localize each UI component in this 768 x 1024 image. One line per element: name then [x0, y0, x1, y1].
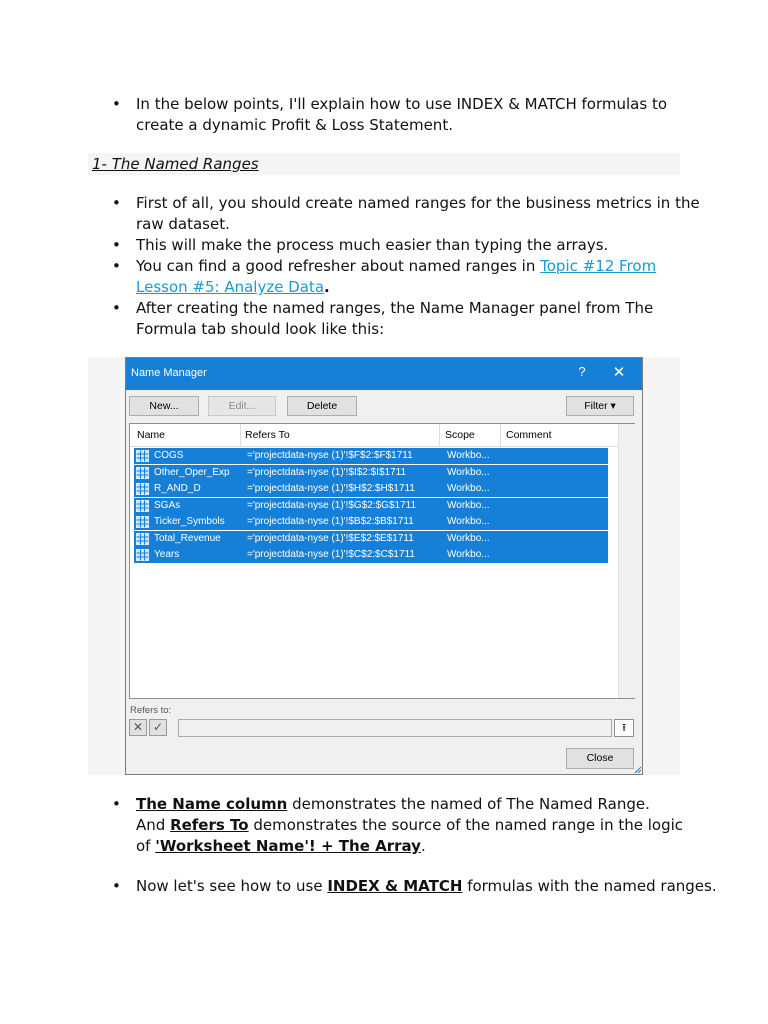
bullet-dot: •	[112, 795, 121, 813]
row-refers-to: ='projectdata-nyse (1)'!$I$2:$I$1711	[247, 466, 407, 478]
table-row[interactable]	[134, 547, 608, 563]
close-button[interactable]: Close	[566, 748, 634, 769]
row-scope: Workbo...	[447, 450, 490, 461]
col-divider	[240, 424, 241, 446]
point-3-text: You can find a good refresher about named ranges in	[136, 257, 541, 275]
list-header	[130, 424, 618, 447]
point-3-line-2	[136, 277, 330, 298]
period: .	[324, 278, 330, 296]
bullet-dot: •	[112, 194, 121, 212]
after-1-line-2	[136, 815, 683, 836]
row-scope: Workbo...	[447, 549, 490, 560]
named-range-icon	[136, 549, 149, 561]
delete-button[interactable]: Delete	[287, 396, 357, 416]
point-1-line-2: raw dataset.	[136, 215, 230, 233]
row-scope: Workbo...	[447, 499, 490, 511]
named-range-icon	[136, 500, 149, 512]
after-2-text: formulas with the named ranges.	[462, 877, 717, 895]
refers-to-label: Refers to:	[130, 705, 172, 716]
row-name: Years	[154, 549, 180, 560]
after-1-l3-prefix: of	[136, 837, 156, 855]
col-comment[interactable]: Comment	[506, 429, 552, 441]
row-scope: Workbo...	[447, 532, 490, 544]
row-refers-to: ='projectdata-nyse (1)'!$B$2:$B$1711	[247, 516, 414, 527]
after-1-line-3	[136, 836, 426, 857]
new-button[interactable]: New...	[129, 396, 199, 416]
dialog-title: Name Manager	[131, 367, 207, 379]
index-match-term: INDEX & MATCH	[327, 877, 463, 895]
after-1-l2-prefix: And	[136, 816, 171, 834]
row-name: Other_Oper_Exp	[154, 466, 230, 478]
row-refers-to: ='projectdata-nyse (1)'!$E$2:$E$1711	[247, 532, 414, 544]
row-name: COGS	[154, 450, 184, 461]
refers-to-term: Refers To	[170, 816, 249, 834]
name-manager-dialog	[125, 357, 643, 775]
lesson-link[interactable]: Topic #12 From	[540, 257, 657, 275]
dialog-titlebar	[126, 358, 642, 390]
filter-button[interactable]: Filter ▾	[566, 396, 634, 416]
resize-grip-icon[interactable]	[634, 766, 642, 774]
intro-line-2: create a dynamic Profit & Loss Statement.	[136, 116, 453, 134]
col-refers-to[interactable]: Refers To	[245, 429, 290, 441]
close-icon[interactable]: ✕	[612, 364, 626, 381]
after-1-l3-suffix: .	[420, 837, 426, 855]
col-name[interactable]: Name	[137, 429, 166, 441]
row-name: Ticker_Symbols	[154, 516, 225, 527]
edit-button[interactable]: Edit...	[208, 396, 276, 416]
after-1-text: demonstrates the named of The Named Range.	[287, 795, 650, 813]
bullet-dot: •	[112, 236, 121, 254]
point-4-line-1: After creating the named ranges, the Name Manager panel from The	[136, 299, 654, 317]
after-1-line-1	[136, 794, 650, 815]
section-heading: 1- The Named Ranges	[92, 155, 259, 173]
lesson-link-cont[interactable]: Lesson #5: Analyze Data	[136, 278, 325, 296]
named-range-icon	[136, 467, 149, 479]
collapse-dialog-icon[interactable]: ⭱	[614, 719, 634, 737]
row-scope: Workbo...	[447, 466, 490, 478]
named-range-icon	[136, 450, 149, 462]
confirm-edit-icon[interactable]: ✓	[149, 719, 167, 736]
row-refers-to: ='projectdata-nyse (1)'!$F$2:$F$1711	[247, 450, 413, 461]
named-range-icon	[136, 533, 149, 545]
row-name: SGAs	[154, 499, 181, 511]
bullet-dot: •	[112, 877, 121, 895]
col-divider	[439, 424, 440, 446]
point-1-line-1: First of all, you should create named ranges for the business metrics in the	[136, 194, 700, 212]
help-icon[interactable]: ?	[578, 364, 586, 379]
col-divider	[500, 424, 501, 446]
intro-line-1: In the below points, I'll explain how to use INDEX & MATCH formulas to	[136, 95, 668, 113]
row-name: Total_Revenue	[154, 532, 221, 544]
bullet-dot: •	[112, 299, 121, 317]
point-3-line-1	[136, 256, 656, 277]
row-scope: Workbo...	[447, 483, 490, 494]
named-range-icon	[136, 516, 149, 528]
row-refers-to: ='projectdata-nyse (1)'!$G$2:$G$1711	[247, 499, 417, 511]
table-row[interactable]	[134, 531, 608, 547]
table-row[interactable]	[134, 498, 608, 514]
table-row[interactable]	[134, 514, 608, 530]
after-2	[136, 876, 717, 897]
worksheet-array-term: 'Worksheet Name'! + The Array	[155, 837, 421, 855]
table-row[interactable]	[134, 465, 608, 481]
table-row[interactable]	[134, 448, 608, 464]
name-column-term: The Name column	[136, 795, 288, 813]
col-scope[interactable]: Scope	[445, 429, 475, 441]
after-1-l2-text: demonstrates the source of the named range in the logic	[248, 816, 684, 834]
row-refers-to: ='projectdata-nyse (1)'!$C$2:$C$1711	[247, 549, 415, 560]
refers-to-input[interactable]	[178, 719, 612, 737]
table-row[interactable]	[134, 481, 608, 497]
row-scope: Workbo...	[447, 516, 490, 527]
bullet-dot: •	[112, 257, 121, 275]
row-refers-to: ='projectdata-nyse (1)'!$H$2:$H$1711	[247, 483, 415, 494]
point-4-line-2: Formula tab should look like this:	[136, 320, 385, 338]
vertical-scrollbar[interactable]	[618, 424, 635, 698]
after-2-prefix: Now let's see how to use	[136, 877, 328, 895]
point-2: This will make the process much easier than typing the arrays.	[136, 236, 609, 254]
row-name: R_AND_D	[154, 483, 201, 494]
named-range-icon	[136, 483, 149, 495]
names-list[interactable]	[129, 423, 635, 699]
cancel-edit-icon[interactable]: ✕	[129, 719, 147, 736]
bullet-dot: •	[112, 95, 121, 113]
